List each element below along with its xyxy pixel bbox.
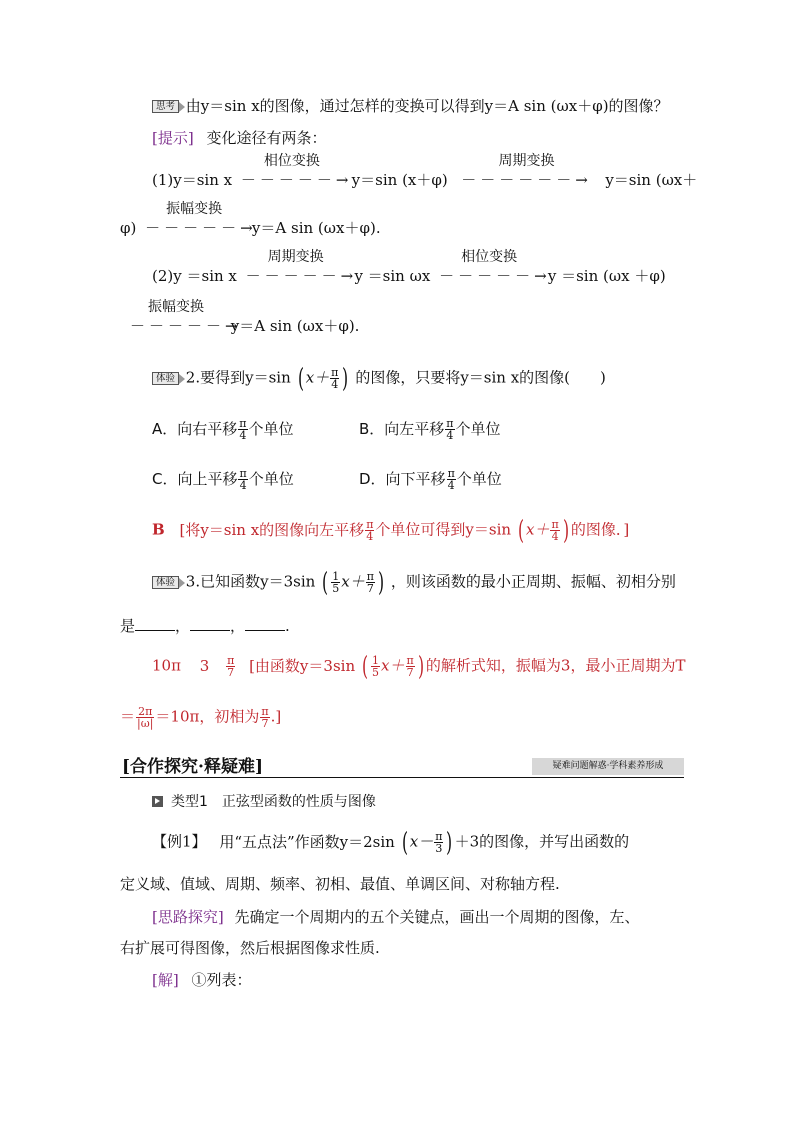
q2-expl-b: 个单位可得到y＝sin	[375, 520, 512, 539]
path1-end: y＝sin (ωx＋	[605, 171, 698, 189]
q3-tag: 体验	[152, 576, 179, 589]
q2-option-c[interactable]: C．向上平移 $\frac{\pi}{4}$ 个单位	[152, 467, 294, 492]
q3-blank-1[interactable]	[135, 618, 175, 631]
section-header	[120, 751, 684, 778]
section-title: [合作探究·释疑难]	[122, 757, 264, 777]
path2-end: y ＝sin (ωx ＋φ)	[547, 267, 666, 285]
q2-expl-c: 的图像．]	[570, 520, 630, 539]
q3-stem-a: 3.已知函数y＝3sin	[185, 572, 316, 591]
path2-arrow2: 相位变换 －－－－－→	[439, 249, 551, 285]
q2-stem-a: 2.要得到y＝sin	[185, 368, 291, 387]
path1-mid: y＝sin (x＋φ)	[351, 171, 448, 189]
example-text-a: 用“五点法”作函数y＝2sin	[219, 832, 395, 851]
idea-line1	[152, 907, 712, 927]
path2-arrow1: 周期变换 －－－－－→	[245, 249, 358, 285]
q3-answer-cont: ＝ $\frac{2\pi}{|\omega|}$ ＝10π，初相为 $\frac{\pi}{7}$ .]	[120, 705, 282, 730]
path2-line2	[130, 299, 690, 336]
section-band: 疑难问题解惑·学科素养形成	[532, 758, 684, 775]
q3-ans-2: 3	[199, 656, 210, 675]
hint-label: [提示]	[152, 129, 194, 147]
path1-result: y＝A sin (ωx＋φ).	[251, 219, 381, 237]
example-line2	[120, 874, 680, 894]
play-triangle-icon	[152, 796, 163, 807]
hint-line	[152, 128, 712, 148]
type1-heading	[152, 792, 712, 812]
solution-label: [解]	[152, 971, 179, 989]
path1-cont: φ)	[120, 219, 137, 237]
path1-arrow1: 相位变换 －－－－－→	[240, 153, 353, 189]
q2-options-ab	[152, 418, 712, 441]
path1-line1	[152, 153, 712, 190]
path1-start: (1)y＝sin x	[152, 171, 233, 189]
path2-arrow3: 振幅变换 －－－－－→	[130, 299, 242, 335]
q3-expl-d: ＝10π，初相为	[155, 707, 260, 726]
q3-stem-b: ，则该函数的最小正周期、振幅、初相分别	[390, 572, 676, 591]
path2-arrow2-label: 相位变换	[461, 249, 518, 265]
path1-line2	[120, 201, 680, 238]
idea-line2	[120, 938, 680, 958]
q3-stem: 体验 3.已知函数y＝3sin ( $\frac{1}{5}$ x＋ $\frac{\pi}{7}$ ) ，则该函数的最小正周期、振幅、初相分别	[152, 571, 712, 594]
q2-stem-b: 的图像，只要将y＝sin x的图像( )	[355, 368, 606, 387]
q2-option-a[interactable]: A．向右平移 $\frac{\pi}{4}$ 个单位	[152, 417, 294, 442]
example-text-c: 定义域、值域、周期、频率、初相、最值、单调区间、对称轴方程.	[120, 875, 560, 893]
type1-label: 类型1 正弦型函数的性质与图像	[171, 794, 376, 810]
path2-mid: y ＝sin ωx	[354, 267, 431, 285]
q3-blank-2[interactable]	[190, 618, 230, 631]
path1-arrow1-label: 相位变换	[263, 153, 320, 169]
path1-arrow2: 周期变换 －－－－－－→	[457, 170, 597, 190]
think-question	[152, 96, 712, 116]
path2-line1	[152, 249, 712, 286]
path2-result: y＝A sin (ωx＋φ).	[230, 317, 360, 335]
q3-expl-e: .]	[270, 707, 282, 726]
solution-text: ①列表：	[191, 971, 252, 989]
q2-stem-x: x＋	[305, 368, 330, 387]
q2-options-cd	[152, 468, 712, 491]
q2-option-b[interactable]: B．向左平移 $\frac{\pi}{4}$ 个单位	[359, 417, 501, 442]
example-label: 【例1】	[152, 832, 207, 851]
q3-blanks: 是 ， ， .	[120, 617, 290, 635]
q2-stem: 体验 2.要得到y＝sin ( x＋ $\frac{\pi}{4}$ ) 的图像，只要将y＝sin x的图像( )	[152, 367, 712, 390]
solution-line	[152, 970, 712, 990]
q2-answer: B [将y＝sin x的图像向左平移 $\frac{\pi}{4}$ 个单位可得到y＝sin ( x＋ $\frac{\pi}{4}$ ) 的图像．]	[152, 515, 630, 546]
idea-text-b: 右扩展可得图像，然后根据图像求性质.	[120, 939, 380, 957]
q3-stem-c: 是	[120, 617, 136, 635]
hint-text: 变化途径有两条：	[206, 129, 327, 147]
q3-answer: 10π 3 $\frac{\pi}{7}$ [由函数y＝3sin ( $\frac{1}{5}$ x＋ $\frac{\pi}{7}$ ) 的解析式知，振幅为3，最小正周期为T	[152, 651, 686, 682]
q2-expl-a: [将y＝sin x的图像向左平移	[179, 520, 365, 539]
q3-ans-1: 10π	[152, 656, 181, 675]
think-tag: 思考	[152, 100, 179, 113]
q3-expl-a: [由函数y＝3sin	[249, 656, 356, 675]
q3-blank-3[interactable]	[245, 618, 285, 631]
path1-arrow3-label: 振幅变换	[166, 201, 223, 217]
path2-start: (2)y ＝sin x	[152, 267, 237, 285]
q2-stem-frac: $\frac{\pi}{4}$	[331, 366, 339, 391]
q2-tag: 体验	[152, 372, 179, 385]
example-line1: 【例1】 用“五点法”作函数y＝2sin ( x－ $\frac{\pi}{3}$ ) ＋3的图像，并写出函数的	[152, 827, 630, 858]
example-text-b: ＋3的图像，并写出函数的	[454, 832, 630, 851]
q2-option-d[interactable]: D．向下平移 $\frac{\pi}{4}$ 个单位	[359, 467, 502, 492]
q3-ans-3: $\frac{\pi}{7}$	[227, 654, 235, 679]
idea-label: [思路探究]	[152, 908, 224, 926]
path1-arrow3: 振幅变换 －－－－－→	[145, 201, 257, 237]
q2-answer-letter: B	[152, 520, 165, 539]
q3-period-frac: $\frac{2\pi}{|\omega|}$	[137, 705, 154, 730]
path1-arrow2-label: 周期变换	[498, 153, 555, 169]
q3-expl-b: 的解析式知，振幅为3，最小正周期为T	[425, 656, 686, 675]
idea-text-a: 先确定一个周期内的五个关键点，画出一个周期的图像，左、	[234, 908, 640, 926]
think-text: 由y＝sin x的图像，通过怎样的变换可以得到y＝A sin (ωx＋φ)的图像？	[185, 97, 669, 115]
path2-arrow1-label: 周期变换	[267, 249, 324, 265]
q3-expl-c: ＝	[120, 707, 136, 726]
path2-arrow3-label: 振幅变换	[148, 299, 204, 315]
